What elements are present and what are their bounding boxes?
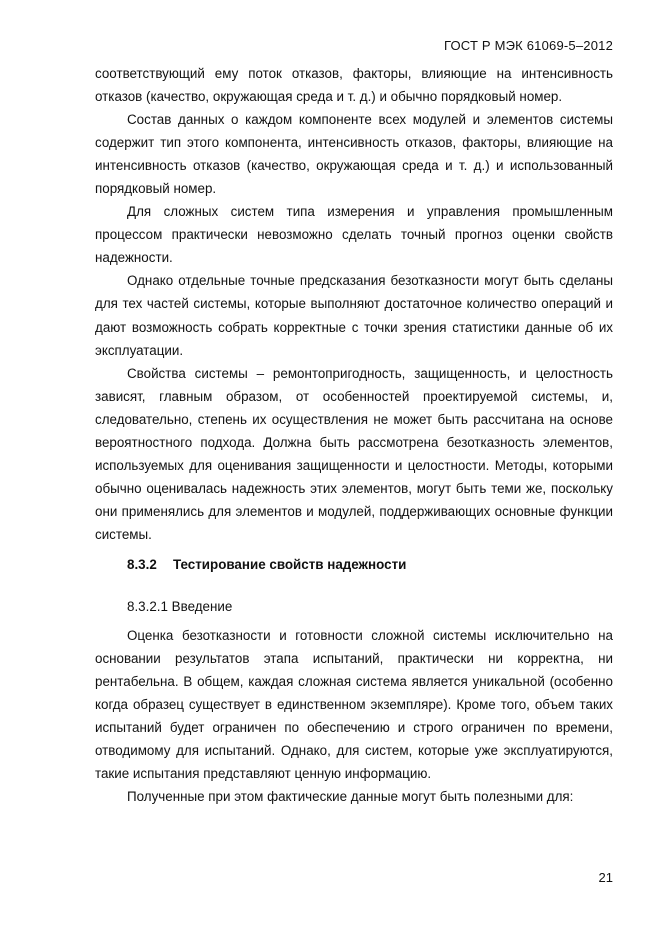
subsection-number: 8.3.2 xyxy=(127,556,157,572)
paragraph-continuation: соответствующий ему поток отказов, факторы, влияющие на интенсивность отказов (качество, окружающая среда и т. д.) и обычно порядковый номер. xyxy=(95,66,613,105)
paragraph: Полученные при этом фактические данные могут быть полезными для: xyxy=(127,789,574,805)
paragraph: Состав данных о каждом компоненте всех модулей и элементов системы содержит тип этого компонента, интенсивность отказов, факторы, влияющие на интенсивность отказов (качество, окружающая среда и т. д.) и использованный порядковый номер. xyxy=(95,112,613,197)
paragraph: Оценка безотказности и готовности сложной системы исключительно на основании результатов этапа испытаний, практически ни корректна, ни рентабельна. В общем, каждая сложная система является уникальной (особенно когда образец существует в единственном экземпляре). Кроме того, объем таких испытаний будет ограничен по обеспечению и строго ограничен по времени, отводимому для испытаний. Однако, для систем, которые уже эксплуатируются, такие испытания представляют ценную информацию. xyxy=(95,628,613,782)
subsubsection-heading: 8.3.2.1 Введение xyxy=(127,599,233,615)
page-body xyxy=(95,62,613,808)
paragraph: Свойства системы – ремонтопригодность, защищенность, и целостность зависят, главным образом, от особенностей проектируемой системы, и, следовательно, степень их осуществления не может быть рассчитана на основе вероятностного подхода. Должна быть рассмотрена безотказность элементов, используемых для оценивания защищенности и целостности. Методы, которыми обычно оценивалась надежность этих элементов, могут быть теми же, поскольку они применялись для элементов и модулей, поддерживающих основные функции системы. xyxy=(95,365,613,542)
page-number: 21 xyxy=(598,870,613,885)
subsection-title: Тестирование свойств надежности xyxy=(173,556,407,572)
paragraph: Однако отдельные точные предсказания безотказности могут быть сделаны для тех частей системы, которые выполняют достаточное количество операций и дают возможность собрать корректные с точки зрения статистики данные об их эксплуатации. xyxy=(95,273,613,358)
paragraph: Для сложных систем типа измерения и управления промышленным процессом практически невозможно сделать точный прогноз оценки свойств надежности. xyxy=(95,204,613,266)
document-header: ГОСТ Р МЭК 61069-5–2012 xyxy=(443,38,613,53)
subsection-heading xyxy=(95,553,613,576)
